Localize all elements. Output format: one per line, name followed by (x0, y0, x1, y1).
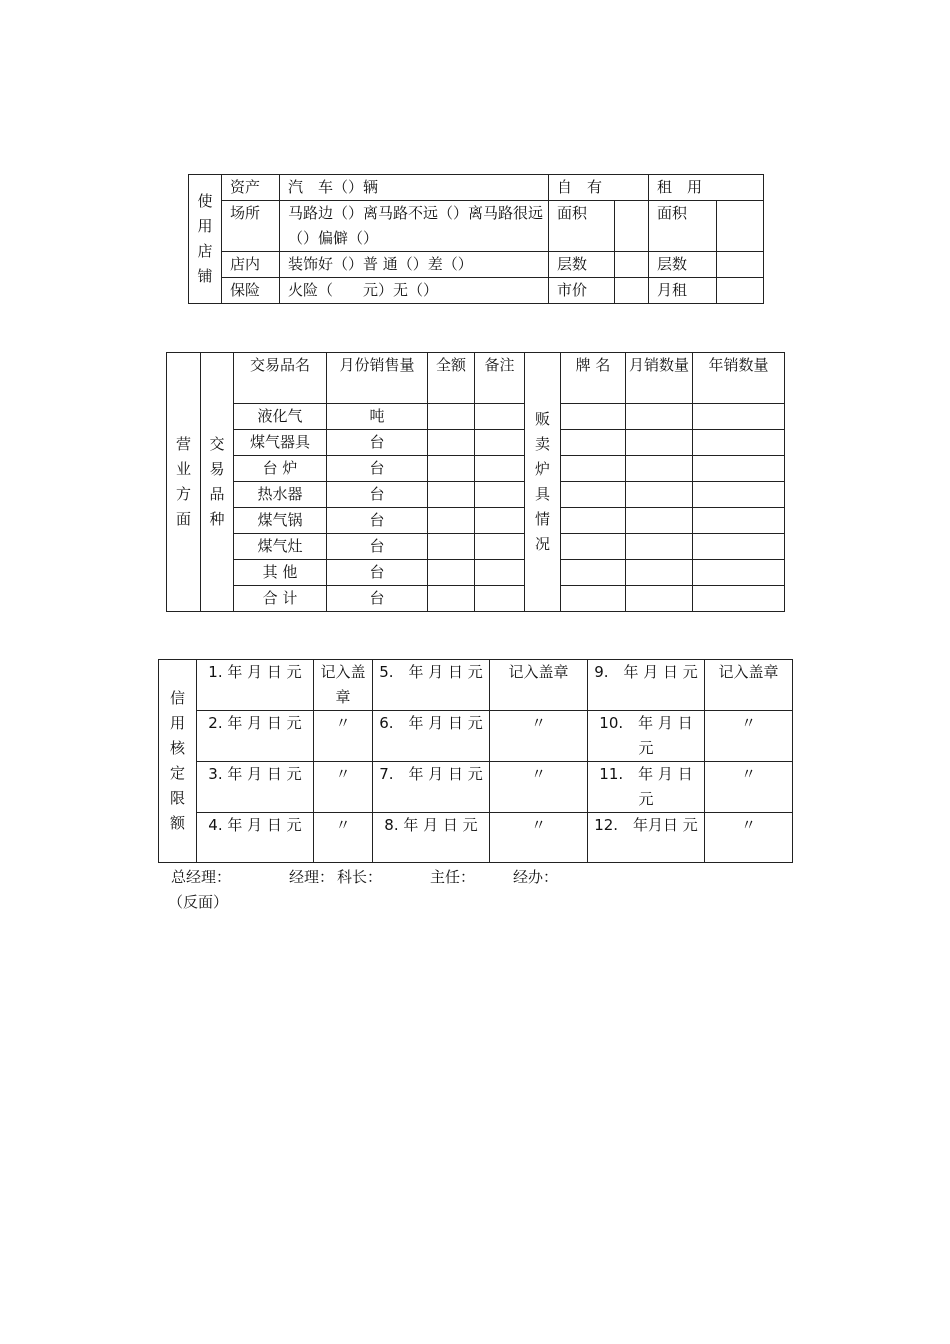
credit-date-cell: 4. 年 月 日 元 (197, 813, 314, 863)
header-yearly-qty: 年销数量 (693, 353, 785, 404)
header-brand: 牌 名 (561, 353, 626, 404)
rented-floors-value (717, 252, 764, 278)
header-item-name: 交易品名 (234, 353, 327, 404)
general-manager-signature: 总经理： (171, 868, 232, 886)
stamp-cell: 〃 (314, 711, 373, 762)
stove-sales-label: 贩 卖 炉 具 情 况 (525, 353, 561, 612)
trade-category-label: 交 易 品 种 (201, 353, 234, 612)
stamp-cell: 〃 (314, 762, 373, 813)
item-unit: 吨 (327, 404, 428, 430)
credit-date-cell: 1. 年 月 日 元 (197, 660, 314, 711)
stamp-cell: 〃 (705, 762, 793, 813)
item-name: 合 计 (234, 586, 327, 612)
rented-floors-label: 层数 (649, 252, 717, 278)
store-usage-table (188, 174, 764, 304)
stamp-cell: 〃 (705, 711, 793, 762)
credit-date-cell: 6. 年 月 日 元 (373, 711, 490, 762)
owned-floors-label: 层数 (549, 252, 615, 278)
row-label-insurance: 保险 (222, 278, 280, 304)
handler-signature: 经办： (513, 868, 559, 886)
credit-date-cell: 10. 年 月 日 元 (588, 711, 705, 762)
stamp-cell: 记入盖章 (314, 660, 373, 711)
item-unit: 台 (327, 482, 428, 508)
row-label-location: 场所 (222, 201, 280, 252)
stamp-cell: 记入盖章 (705, 660, 793, 711)
stamp-cell: 记入盖章 (490, 660, 588, 711)
owned-area-value (615, 201, 649, 252)
credit-limit-table (158, 659, 793, 863)
item-unit: 台 (327, 586, 428, 612)
interior-content: 装饰好（）普 通（）差（） (280, 252, 549, 278)
item-unit: 台 (327, 560, 428, 586)
owned-floors-value (615, 252, 649, 278)
stamp-cell: 〃 (490, 762, 588, 813)
header-note: 备注 (475, 353, 525, 404)
stamp-cell: 〃 (490, 711, 588, 762)
market-price-label: 市价 (549, 278, 615, 304)
item-unit: 台 (327, 456, 428, 482)
item-unit: 台 (327, 430, 428, 456)
item-name: 液化气 (234, 404, 327, 430)
rented-area-label: 面积 (649, 201, 717, 252)
section-chief-signature: 科长： (337, 868, 383, 886)
location-content: 马路边（）离马路不远（）离马路很远（）偏僻（） (280, 201, 549, 252)
credit-date-cell: 9. 年 月 日 元 (588, 660, 705, 711)
credit-date-cell: 2. 年 月 日 元 (197, 711, 314, 762)
item-unit: 台 (327, 534, 428, 560)
owned-area-label: 面积 (549, 201, 615, 252)
stamp-cell: 〃 (705, 813, 793, 863)
manager-signature: 经理： (289, 868, 335, 886)
item-name: 其 他 (234, 560, 327, 586)
row-label-interior: 店内 (222, 252, 280, 278)
market-price-value (615, 278, 649, 304)
item-name: 煤气锅 (234, 508, 327, 534)
credit-date-cell: 12. 年月日 元 (588, 813, 705, 863)
reverse-side-note: （反面） (168, 893, 229, 911)
item-unit: 台 (327, 508, 428, 534)
stamp-cell: 〃 (314, 813, 373, 863)
item-name: 煤气器具 (234, 430, 327, 456)
item-name: 热水器 (234, 482, 327, 508)
stamp-cell: 〃 (490, 813, 588, 863)
owned-label: 自 有 (549, 175, 649, 201)
insurance-content: 火险（ 元）无（） (280, 278, 549, 304)
header-monthly-qty: 月销数量 (626, 353, 693, 404)
rented-area-value (717, 201, 764, 252)
credit-date-cell: 7. 年 月 日 元 (373, 762, 490, 813)
item-name: 煤气灶 (234, 534, 327, 560)
credit-date-cell: 3. 年 月 日 元 (197, 762, 314, 813)
credit-date-cell: 8. 年 月 日 元 (373, 813, 490, 863)
row-label-assets: 资产 (222, 175, 280, 201)
header-monthly-sales: 月份销售量 (327, 353, 428, 404)
business-table (166, 352, 785, 612)
credit-side-label: 信 用 核 定 限 额 (159, 660, 197, 863)
monthly-rent-value (717, 278, 764, 304)
assets-content: 汽 车（）辆 (280, 175, 549, 201)
store-side-label: 使 用 店 铺 (189, 175, 222, 304)
credit-date-cell: 11. 年 月 日 元 (588, 762, 705, 813)
header-amount: 全额 (428, 353, 475, 404)
business-side-label: 营 业 方 面 (167, 353, 201, 612)
director-signature: 主任： (430, 868, 476, 886)
rented-label: 租 用 (649, 175, 764, 201)
item-name: 台 炉 (234, 456, 327, 482)
credit-date-cell: 5. 年 月 日 元 (373, 660, 490, 711)
monthly-rent-label: 月租 (649, 278, 717, 304)
